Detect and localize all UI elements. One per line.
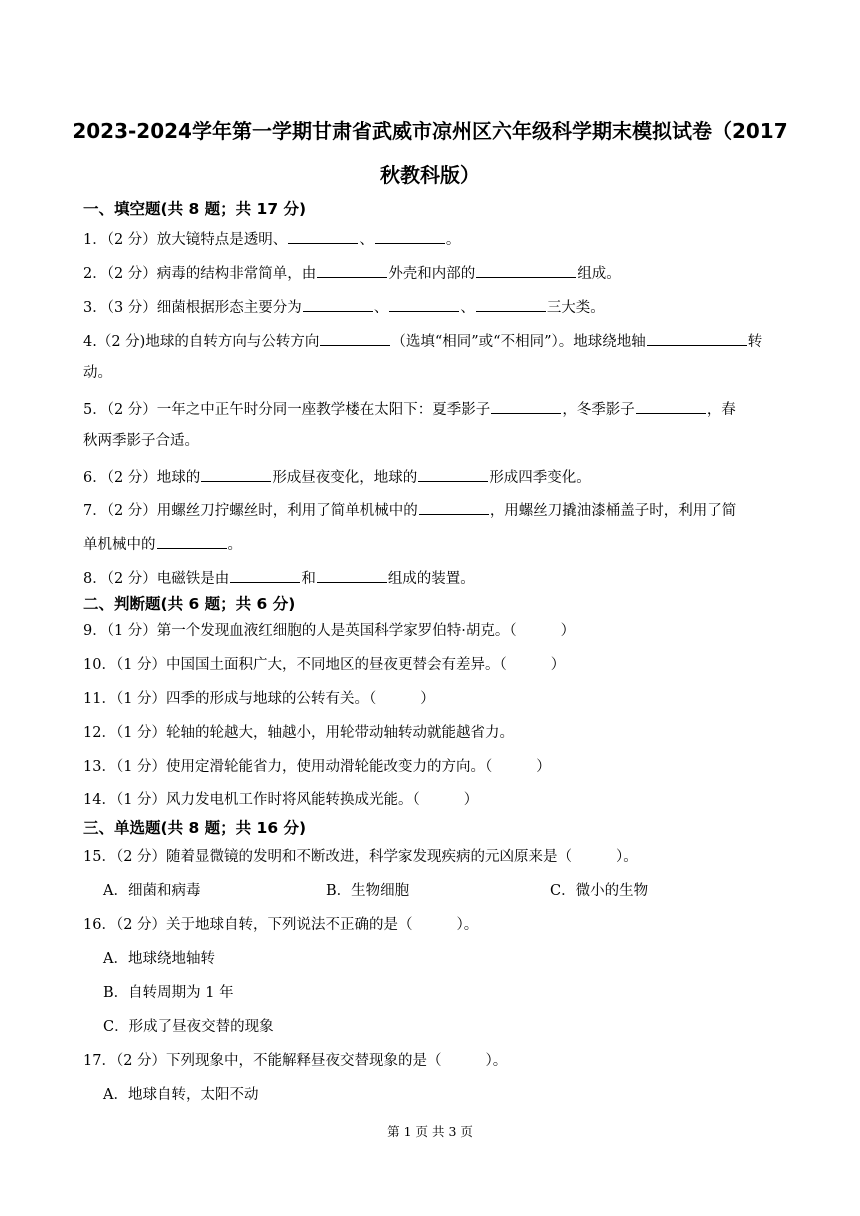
question-1 (83, 228, 783, 250)
answer-blank (491, 398, 561, 414)
answer-blank (476, 296, 546, 312)
question-text: ）。 (485, 1053, 508, 1069)
question-text: 7．（2 分）用螺丝刀拧螺丝时，利用了简单机械中的 (83, 503, 418, 519)
question-text: 形成四季变化。 (489, 470, 591, 486)
question-text: 三大类。 (546, 300, 605, 316)
answer-blank (476, 262, 576, 278)
question-text: 15．（2 分）随着显微镜的发明和不断改进，科学家发现疾病的元凶原来是（ (83, 849, 573, 865)
question-text: 13．（1 分）使用定滑轮能省力，使用动滑轮能改变力的方向。（ (83, 759, 493, 775)
question-5 (83, 398, 783, 420)
question-text: 、 (373, 300, 389, 316)
question-15 (83, 847, 783, 867)
question-15-option-b: B．生物细胞 (326, 883, 410, 899)
question-text: ）。 (616, 849, 638, 865)
question-text: 16．（2 分）关于地球自转，下列说法不正确的是（ (83, 917, 413, 933)
question-text: ）。 (456, 917, 479, 933)
question-text: 组成的装置。 (387, 571, 475, 587)
question-15-option-a: A．细菌和病毒 (103, 883, 201, 899)
question-9 (83, 621, 783, 641)
answer-blank (375, 228, 445, 244)
question-16-option-b: B．自转周期为 1 年 (103, 985, 234, 1001)
question-text: 6．（2 分）地球的 (83, 470, 201, 486)
question-text: 1．（2 分）放大镜特点是透明、 (83, 232, 288, 248)
answer-blank (419, 499, 489, 515)
answer-blank (320, 330, 390, 346)
answer-blank (317, 567, 387, 583)
question-16-option-a: A．地球绕地轴转 (103, 951, 215, 967)
question-text: （选填“相同”或“不相同”）。地球绕地轴 (391, 334, 646, 350)
question-17-option-a: A．地球自转，太阳不动 (103, 1087, 259, 1103)
question-text: 3．（3 分）细菌根据形态主要分为 (83, 300, 302, 316)
section-heading-true-false: 二、判断题(共 6 题；共 6 分) (83, 595, 296, 613)
answer-blank (636, 398, 706, 414)
question-10 (83, 655, 783, 675)
question-text: 2．（2 分）病毒的结构非常简单，由 (83, 266, 317, 282)
answer-blank (288, 228, 358, 244)
question-text: ） (420, 691, 435, 707)
answer-blank (418, 466, 488, 482)
question-12: 12．（1 分）轮轴的轮越大，轴越小，用轮带动轴转动就能越省力。 (83, 725, 515, 741)
question-text: 9．（1 分）第一个发现血液红细胞的人是英国科学家罗伯特·胡克。（ (83, 623, 517, 639)
question-text: ，春 (706, 402, 736, 418)
question-3 (83, 296, 783, 318)
question-text: 和 (301, 571, 316, 587)
question-7-continued (83, 533, 783, 555)
question-text: 、 (359, 232, 374, 248)
answer-blank (157, 533, 227, 549)
question-13 (83, 757, 783, 777)
page-number-footer: 第 1 页 共 3 页 (387, 1124, 473, 1139)
question-11 (83, 689, 783, 709)
question-text: 4.（2 分)地球的自转方向与公转方向 (83, 334, 320, 350)
question-16-option-c: C．形成了昼夜交替的现象 (103, 1019, 274, 1035)
question-6 (83, 466, 783, 488)
question-text: 8．（2 分）电磁铁是由 (83, 571, 230, 587)
question-text: 5．（2 分）一年之中正午时分同一座教学楼在太阳下：夏季影子 (83, 402, 491, 418)
question-text: 。 (445, 232, 461, 248)
question-text: ） (550, 657, 566, 673)
question-4-continued: 动。 (83, 365, 112, 381)
question-2 (83, 262, 783, 284)
answer-blank (389, 296, 459, 312)
exam-title-line-1: 2023-2024学年第一学期甘肃省武威市凉州区六年级科学期末模拟试卷（2017 (72, 119, 788, 143)
question-text: ） (560, 623, 576, 639)
question-text: 10．（1 分）中国国土面积广大，不同地区的昼夜更替会有差异。（ (83, 657, 507, 673)
section-heading-fill-in: 一、填空题(共 8 题；共 17 分) (83, 200, 307, 218)
question-text: 形成昼夜变化，地球的 (272, 470, 418, 486)
question-14 (83, 790, 783, 810)
question-8 (83, 567, 783, 589)
question-4 (83, 330, 783, 352)
question-text: 组成。 (577, 266, 621, 282)
question-15-option-c: C．微小的生物 (550, 883, 649, 899)
question-text: 单机械中的 (83, 537, 156, 553)
question-16 (83, 915, 783, 935)
question-text: ，冬季影子 (562, 402, 635, 418)
answer-blank (317, 262, 387, 278)
question-text: 11．（1 分）四季的形成与地球的公转有关。（ (83, 691, 377, 707)
answer-blank (230, 567, 300, 583)
question-text: ） (463, 792, 479, 808)
question-text: ，用螺丝刀撬油漆桶盖子时，利用了简 (489, 503, 737, 519)
question-text: 、 (460, 300, 475, 316)
answer-blank (647, 330, 747, 346)
section-heading-single-choice: 三、单选题(共 8 题；共 16 分) (83, 819, 307, 837)
question-17 (83, 1051, 783, 1071)
question-text: 外壳和内部的 (388, 266, 476, 282)
question-5-continued: 秋两季影子合适。 (83, 433, 199, 449)
question-text: 。 (227, 537, 242, 553)
question-text: ） (536, 759, 551, 775)
question-text: 转 (747, 334, 763, 350)
question-7 (83, 499, 783, 521)
question-text: 17．（2 分）下列现象中，不能解释昼夜交替现象的是（ (83, 1053, 442, 1069)
question-text: 14．（1 分）风力发电机工作时将风能转换成光能。（ (83, 792, 420, 808)
answer-blank (201, 466, 271, 482)
answer-blank (303, 296, 373, 312)
exam-title-line-2: 秋教科版） (380, 163, 480, 187)
